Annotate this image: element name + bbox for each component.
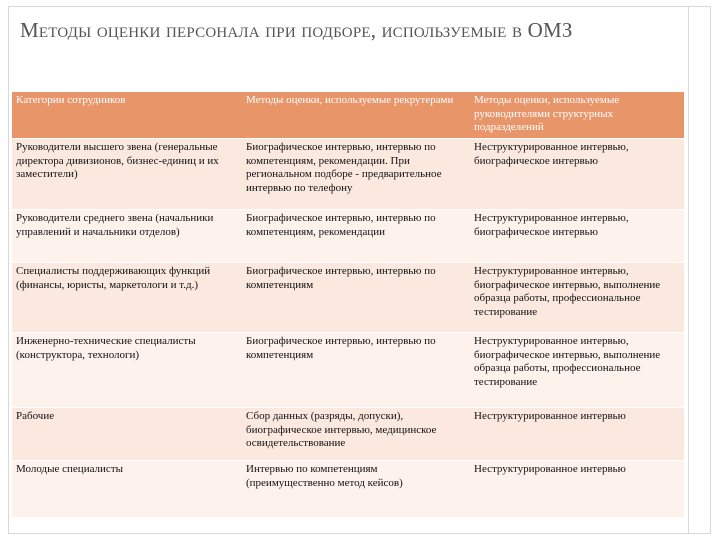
cell-category: Руководители среднего звена (начальники управлений и начальники отделов) [12, 210, 242, 263]
cell-manager-methods: Неструктурированное интервью, биографическое интервью [470, 210, 684, 263]
table-row [12, 139, 684, 210]
cell-recruiter-methods: Биографическое интервью, интервью по компетенциям, рекомендации. При региональном подборе - предварительное интервью по телефону [242, 139, 470, 210]
cell-category: Рабочие [12, 408, 242, 461]
cell-recruiter-methods: Интервью по компетенциям (преимущественно метод кейсов) [242, 461, 470, 518]
table-row [12, 333, 684, 408]
cell-manager-methods: Неструктурированное интервью, биографическое интервью, выполнение образца работы, профессиональное тестирование [470, 263, 684, 333]
slide-divider-line [688, 6, 689, 534]
table-row [12, 210, 684, 263]
cell-category: Руководители высшего звена (генеральные директора дивизионов, бизнес-единиц и их заместители) [12, 139, 242, 210]
cell-recruiter-methods: Сбор данных (разряды, допуски), биографическое интервью, медицинское освидетельствование [242, 408, 470, 461]
table-row [12, 408, 684, 461]
methods-table [12, 92, 684, 517]
table-header-row [12, 92, 684, 139]
cell-category: Специалисты поддерживающих функций (финансы, юристы, маркетологи и т.д.) [12, 263, 242, 333]
cell-category: Молодые специалисты [12, 461, 242, 518]
cell-category: Инженерно-технические специалисты (конструктора, технологи) [12, 333, 242, 408]
header-categories: Категории сотрудников [12, 92, 242, 139]
cell-recruiter-methods: Биографическое интервью, интервью по компетенциям, рекомендации [242, 210, 470, 263]
table-row [12, 263, 684, 333]
slide-title: Методы оценки персонала при подборе, используемые в ОМЗ [20, 18, 573, 42]
header-manager-methods: Методы оценки, используемые руководителями структурных подразделений [470, 92, 684, 139]
cell-manager-methods: Неструктурированное интервью, биографическое интервью [470, 139, 684, 210]
cell-recruiter-methods: Биографическое интервью, интервью по компетенциям [242, 263, 470, 333]
header-recruiter-methods: Методы оценки, используемые рекрутерами [242, 92, 470, 139]
table-row [12, 461, 684, 518]
cell-manager-methods: Неструктурированное интервью [470, 461, 684, 518]
cell-recruiter-methods: Биографическое интервью, интервью по компетенциям [242, 333, 470, 408]
cell-manager-methods: Неструктурированное интервью [470, 408, 684, 461]
cell-manager-methods: Неструктурированное интервью, биографическое интервью, выполнение образца работы, профессиональное тестирование [470, 333, 684, 408]
